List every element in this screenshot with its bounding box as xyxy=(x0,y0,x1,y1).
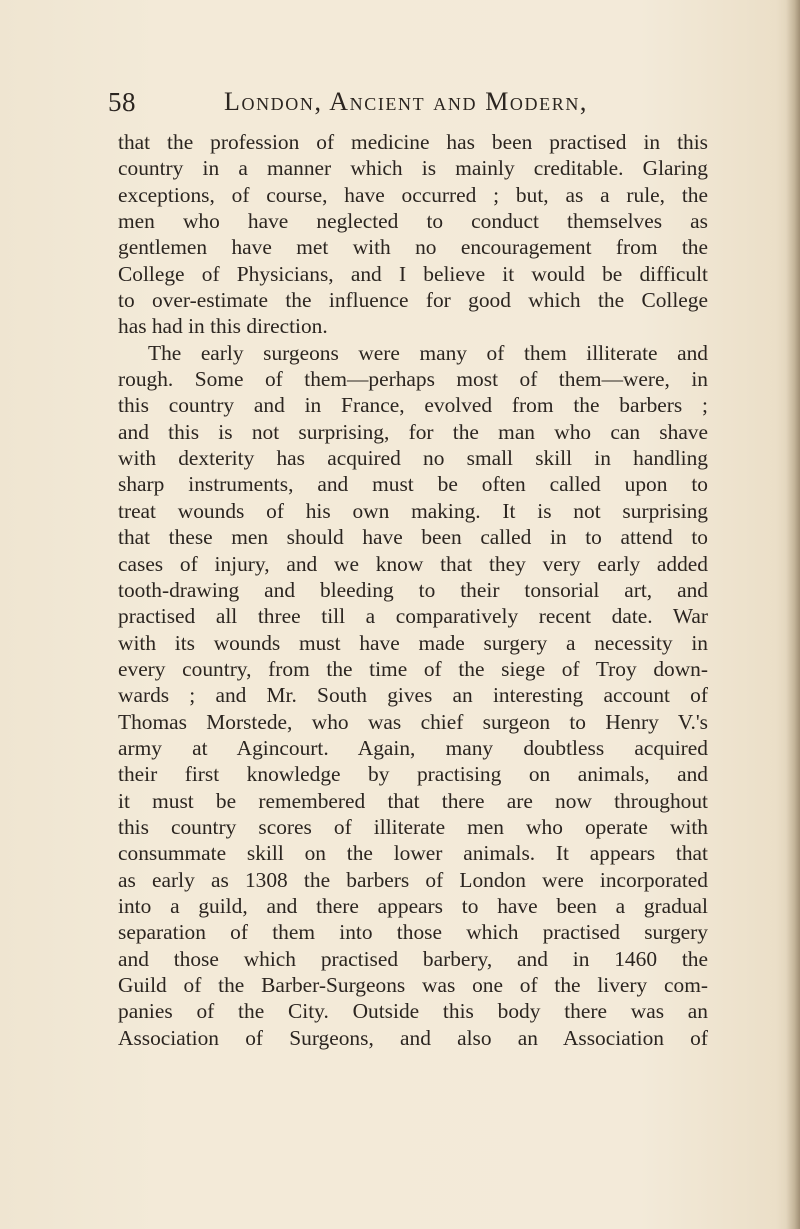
text-line: their first knowledge by practising on animals, and xyxy=(118,762,708,787)
text-line: tooth-drawing and bleeding to their tonsorial art, and xyxy=(118,577,708,602)
text-line: as early as 1308 the barbers of London were incorporated xyxy=(118,867,708,892)
text-line: into a guild, and there appears to have been a gradual xyxy=(118,893,708,918)
text-line: every country, from the time of the siege of Troy down- xyxy=(118,656,708,681)
text-line: and those which practised barbery, and in 1460 the xyxy=(118,946,708,971)
text-line: consummate skill on the lower animals. It appears that xyxy=(118,841,708,866)
running-header xyxy=(108,86,728,122)
text-line: rough. Some of them—perhaps most of them—were, in xyxy=(118,367,708,392)
text-line: has had in this direction. xyxy=(118,314,328,339)
text-line: panies of the City. Outside this body there was an xyxy=(118,999,708,1024)
text-line: College of Physicians, and I believe it would be difficult xyxy=(118,261,708,286)
text-line: practised all three till a comparatively recent date. War xyxy=(118,604,708,629)
text-line: Guild of the Barber-Surgeons was one of the livery com- xyxy=(118,973,708,997)
page-number: 58 xyxy=(108,87,136,117)
text-line: country in a manner which is mainly creditable. Glaring xyxy=(118,156,708,181)
text-line: wards ; and Mr. South gives an interesting account of xyxy=(118,683,708,708)
body-text xyxy=(118,129,708,1051)
text-line: Association of Surgeons, and also an Association of xyxy=(118,1025,708,1050)
text-line: this country and in France, evolved from the barbers ; xyxy=(118,393,708,418)
text-line: exceptions, of course, have occurred ; but, as a rule, the xyxy=(118,182,708,207)
text-line: The early surgeons were many of them illiterate and xyxy=(148,340,708,365)
text-line: army at Agincourt. Again, many doubtless acquired xyxy=(118,735,708,760)
text-line: it must be remembered that there are now throughout xyxy=(118,788,708,813)
text-line: and this is not surprising, for the man who can shave xyxy=(118,419,708,444)
text-line: cases of injury, and we know that they very early added xyxy=(118,551,708,576)
text-line: men who have neglected to conduct themselves as xyxy=(118,209,708,234)
text-line: separation of them into those which practised surgery xyxy=(118,920,708,945)
text-line: Thomas Morstede, who was chief surgeon to Henry V.'s xyxy=(118,709,708,734)
text-line: treat wounds of his own making. It is not surprising xyxy=(118,498,708,523)
text-line: to over-estimate the influence for good which the College xyxy=(118,288,708,313)
page-edge-shadow xyxy=(786,0,800,1229)
text-line: that these men should have been called in to attend to xyxy=(118,525,708,550)
text-line: with its wounds must have made surgery a necessity in xyxy=(118,630,708,655)
text-line: with dexterity has acquired no small skill in handling xyxy=(118,446,708,471)
running-title: London, Ancient and Modern, xyxy=(224,87,589,116)
text-line: sharp instruments, and must be often called upon to xyxy=(118,472,708,497)
text-line: that the profession of medicine has been practised in this xyxy=(118,130,708,154)
text-line: gentlemen have met with no encouragement from the xyxy=(118,235,708,260)
text-line: this country scores of illiterate men who operate with xyxy=(118,814,708,839)
